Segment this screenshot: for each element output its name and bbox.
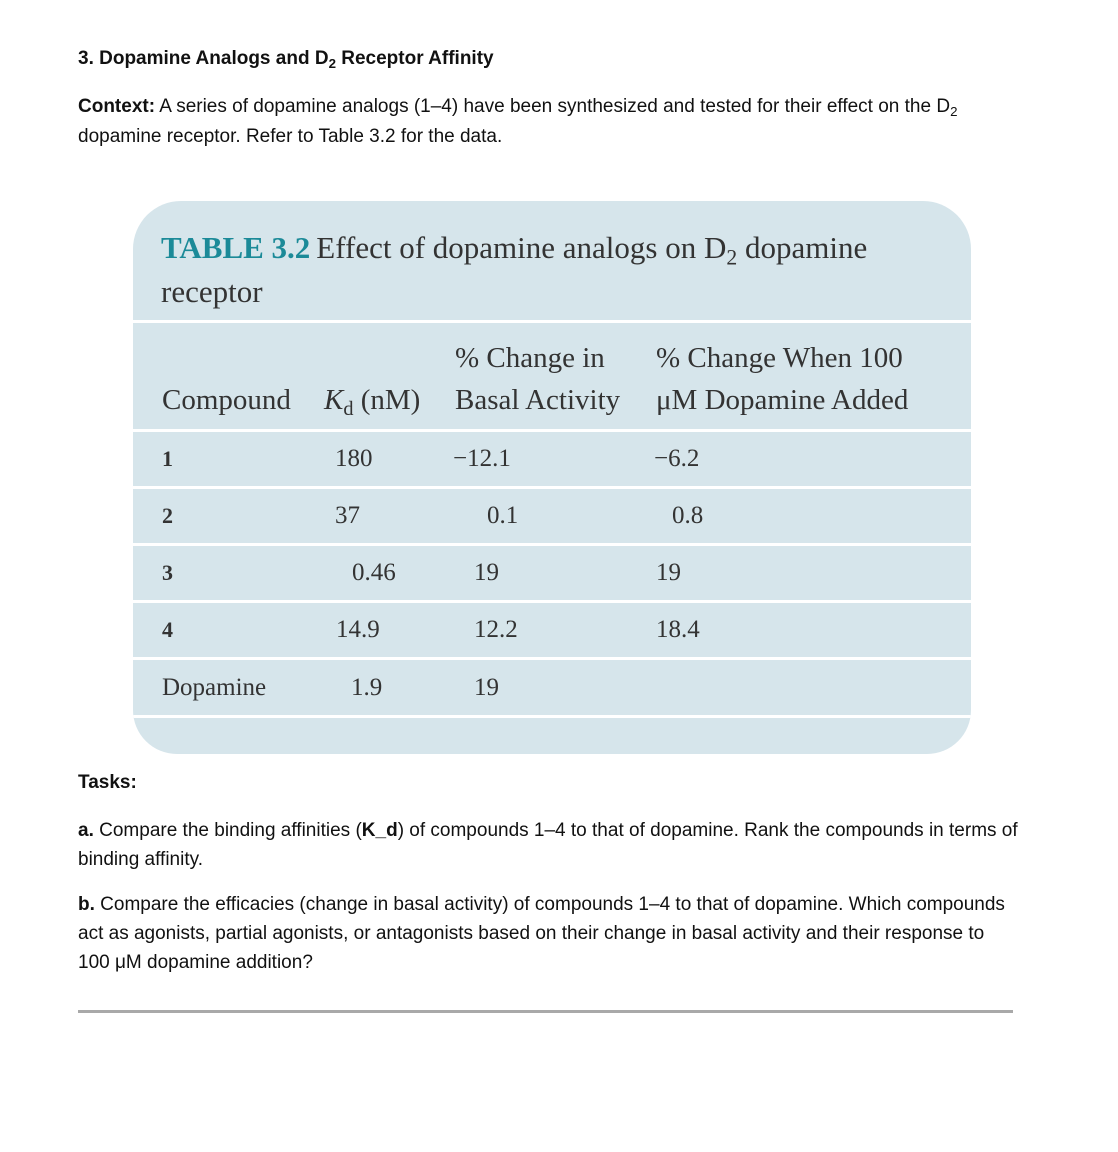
cell-added: 0.8 <box>672 502 704 529</box>
header-added-line2: μM Dopamine Added <box>656 384 909 416</box>
cell-kd: 180 <box>335 445 373 472</box>
cell-kd: 0.46 <box>352 559 396 586</box>
cell-basal: 19 <box>474 559 499 586</box>
cell-basal: 0.1 <box>487 502 519 529</box>
cell-kd: 37 <box>335 502 360 529</box>
row-divider <box>133 600 971 603</box>
header-compound: Compound <box>162 384 291 416</box>
question-heading: 3. Dopamine Analogs and $D_2$ Receptor Affinity <box>78 48 494 71</box>
table-figure <box>133 201 971 754</box>
cell-compound: 1 <box>162 446 173 471</box>
cell-compound: 3 <box>162 560 173 585</box>
cell-added: −6.2 <box>654 445 700 472</box>
cell-added: 19 <box>656 559 681 586</box>
table-label: TABLE 3.2 <box>161 230 311 265</box>
header-divider <box>133 429 971 432</box>
cell-compound: 2 <box>162 503 173 528</box>
context-paragraph: Context: A series of dopamine analogs (1–4) have been synthesized and tested for their effect on the $D_2$ dopamine receptor. Refer to Table 3.2 for the data. <box>78 96 958 147</box>
context-label: Context: <box>78 96 156 117</box>
horizontal-rule <box>78 1010 1013 1013</box>
task-b: b. Compare the efficacies (change in basal activity) of compounds 1–4 to that of dopamine. Which compounds act as agonists, partial agonists, or antagonists based on their change in basal activity and their response to 100 μM dopamine addition? <box>78 894 1005 973</box>
row-divider <box>133 543 971 546</box>
header-added-line1: % Change When 100 <box>656 342 903 374</box>
row-divider <box>133 657 971 660</box>
cell-added: 18.4 <box>656 616 700 643</box>
row-divider <box>133 486 971 489</box>
cell-kd: 1.9 <box>351 674 383 701</box>
cell-basal: 12.2 <box>474 616 518 643</box>
header-basal-line2: Basal Activity <box>455 384 621 416</box>
table-caption: TABLE 3.2 Effect of dopamine analogs on $D_2$ dopamine receptor <box>161 230 868 309</box>
tasks-label: Tasks: <box>78 772 137 793</box>
header-kd: $K_d$ (nM) <box>324 384 421 421</box>
caption-divider <box>133 320 971 323</box>
cell-kd: 14.9 <box>336 616 380 643</box>
header-basal-line1: % Change in <box>455 342 605 374</box>
cell-basal: 19 <box>474 674 499 701</box>
cell-compound: Dopamine <box>162 674 267 701</box>
row-divider <box>133 715 971 718</box>
cell-compound: 4 <box>162 617 173 642</box>
cell-basal: −12.1 <box>453 445 511 472</box>
task-a: a. Compare the binding affinities (K_d) of compounds 1–4 to that of dopamine. Rank the compounds in terms of binding affinity. <box>78 820 1018 870</box>
